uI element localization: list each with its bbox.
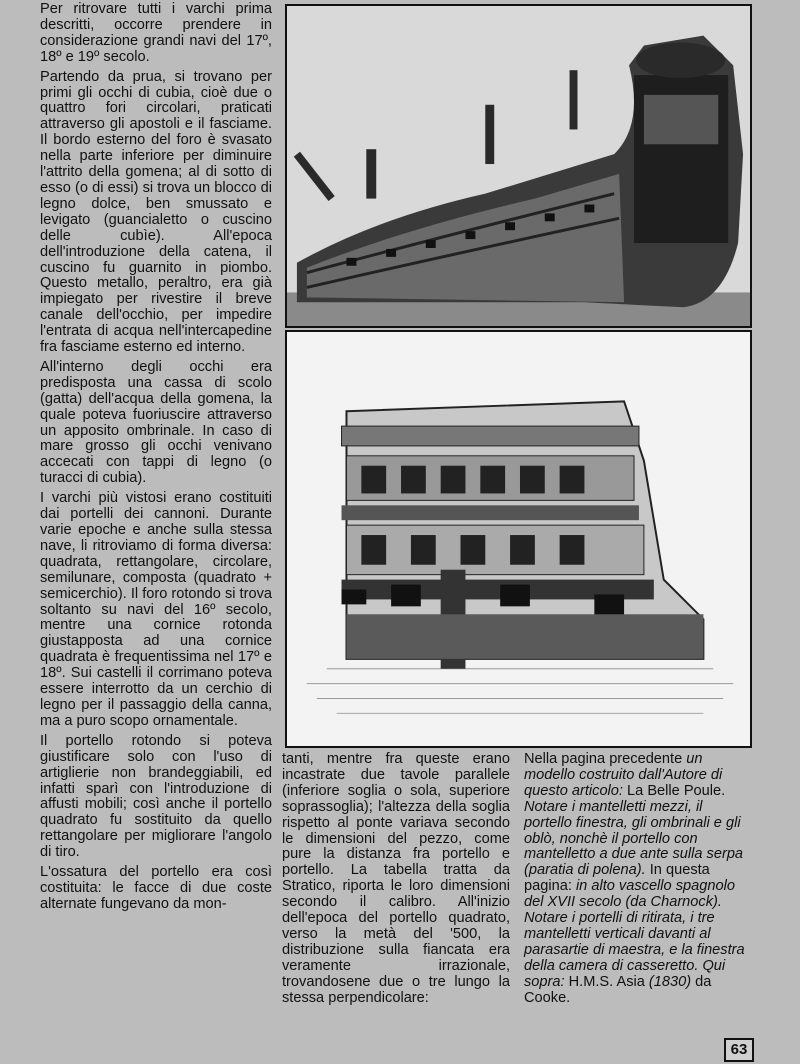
hms-asia-stern-engraving <box>285 330 752 748</box>
caption-text: da Cooke. <box>524 973 712 1006</box>
left-text-column <box>40 2 272 917</box>
caption-italic: in alto vascello spagnolo del XVII secolo (da Charnock). Notare i portelli di ritirata, i tre mantelletti verticali davanti al parasartie di maestra, e la finestra della camera di casseretto. Qui sopra: <box>524 878 745 990</box>
caption-italic: (1830) <box>648 973 696 990</box>
caption-italic: Notare i mantelletti mezzi, il portello finestra, gli ombrinali e gli oblò, nonchè il portello con mantelletto a due ante sulla serpa (paratia di polena). <box>524 798 744 879</box>
image-caption <box>524 752 754 1007</box>
paragraph: L'ossatura del portello era così costituita: le facce di due coste alternate fungevano da mon- <box>40 864 272 912</box>
paragraph: All'interno degli occhi era predisposta una cassa di scolo (gatta) dell'acqua della gomena, la quale poteva fuoriuscire attraverso un apposito ombrinale. In caso di mare grosso gli occhi venivano accecati con tappi di legno (o turacci di cubia). <box>40 358 272 487</box>
page-number: 63 <box>724 1038 754 1062</box>
caption-italic: un modello costruito dall'Autore di questo articolo: <box>524 751 723 799</box>
caption-text: La Belle Poule. <box>627 782 726 799</box>
middle-text-column <box>282 752 510 1007</box>
paragraph: I varchi più vistosi erano costituiti dai portelli dei cannoni. Durante varie epoche e anche sulla stessa nave, li ritroviamo di forma diversa: quadrata, rettangolare, circolare, semilunare, composta (quadrato + semicerchio). Il foro rotondo si trova soltanto su navi del 16º secolo, mentre una cornice rotonda giustapposta ad una cornice quadrata è frequentissima nel 17º e 18º. Sui castelli il corrimano poteva essere interrotto da un cerchio di legno per il passaggio della canna, ma a puro scopo ornamentale. <box>40 490 272 729</box>
paragraph: Per ritrovare tutti i varchi prima descritti, occorre prendere in considerazione grandi navi del 17º, 18º e 19º secolo. <box>40 1 272 65</box>
paragraph: tanti, mentre fra queste erano incastrate due tavole parallele (inferiore soglia o sola, superiore soprassoglia); l'altezza della soglia rispetto al ponte variava secondo le dimensioni del pezzo, come pure la distanza fra portello e portello. La tabella tratta da Stratico, riporta le loro dimensioni secondo il calibro. All'inizio dell'epoca del portello quadrato, verso la metà del '500, la distribuzione sulla fiancata era veramente irrazionale, trovandosene due o tre lungo la stessa perpendicolare: <box>282 751 510 1006</box>
caption-text: H.M.S. Asia <box>568 973 649 990</box>
caption-text: In questa pagina: <box>524 862 710 895</box>
spanish-vessel-engraving <box>285 4 752 328</box>
caption-text: Nella pagina precedente <box>524 751 687 767</box>
paragraph: Il portello rotondo si poteva giustificare solo con l'uso di artiglierie non brandeggiabili, ed infatti sparì con l'introduzione di affusti mobili; così anche il portello quadrato fu sostituito da quello rettangolare per migliorare l'angolo di tiro. <box>40 732 272 861</box>
paragraph: Partendo da prua, si trovano per primi gli occhi di cubia, cioè due o quattro fori circolari, praticati attraverso gli apostoli e il fasciame. Il bordo esterno del foro è svasato nella parte inferiore per diminuire l'attrito della gomena; al di sotto di esso (o di essi) si trova un blocco di legno dolce, ben smussato e levigato (guancialetto o cuscino delle cubìe). All'epoca dell'introduzione della catena, il cuscino fu guarnito in piombo. Questo metallo, peraltro, era già impiegato per rivestire il breve canale dell'occhio, per impedire l'entrata di acqua nell'intercapedine fra fasciame esterno ed interno. <box>40 68 272 356</box>
